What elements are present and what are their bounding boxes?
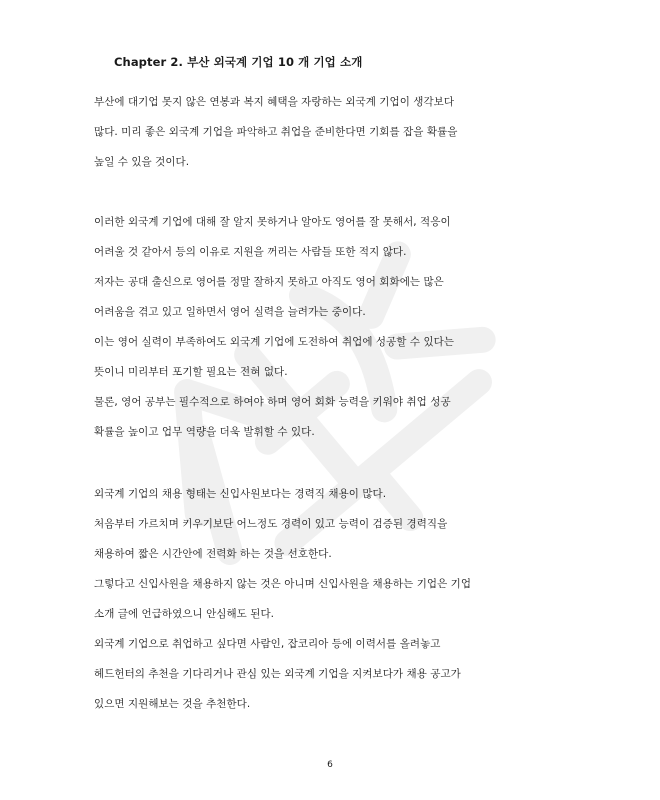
paragraph-line: 소개 글에 언급하였으니 안심해도 된다. [94, 608, 275, 620]
paragraph-line: 저자는 공대 출신으로 영어를 정말 잘하지 못하고 아직도 영어 회화에는 많은 [94, 276, 444, 288]
chapter-title: Chapter 2. 부산 외국계 기업 10 개 기업 소개 [114, 55, 363, 69]
paragraph-line: 뜻이니 미리부터 포기할 필요는 전혀 없다. [94, 366, 288, 378]
paragraph-line: 이러한 외국계 기업에 대해 잘 알지 못하거나 알아도 영어를 잘 못해서, 적응이 [94, 216, 451, 228]
paragraph-line: 처음부터 가르치며 키우기보단 어느정도 경력이 있고 능력이 검증된 경력직을 [94, 518, 448, 530]
paragraph-line: 어려움을 겪고 있고 일하면서 영어 실력을 늘려가는 중이다. [94, 306, 366, 318]
page-number: 6 [327, 760, 333, 770]
paragraph-line: 이는 영어 실력이 부족하여도 외국계 기업에 도전하여 취업에 성공할 수 있다는 [94, 336, 455, 348]
paragraph-line: 채용하여 짧은 시간안에 전력화 하는 것을 선호한다. [94, 548, 332, 560]
paragraph-line: 외국계 기업의 채용 형태는 신입사원보다는 경력직 채용이 많다. [94, 488, 387, 500]
paragraph-line: 물론, 영어 공부는 필수적으로 하여야 하며 영어 회화 능력을 키워야 취업 성공 [94, 396, 451, 408]
paragraph-line: 그렇다고 신입사원을 채용하지 않는 것은 아니며 신입사원을 채용하는 기업은 기업 [94, 578, 472, 590]
paragraph-line: 어려울 것 같아서 등의 이유로 지원을 꺼리는 사람들 또한 적지 않다. [94, 246, 407, 258]
paragraph-line: 높일 수 있을 것이다. [94, 156, 190, 168]
paragraph-line: 확률을 높이고 업무 역량을 더욱 발휘할 수 있다. [94, 426, 315, 438]
paragraph-line: 외국계 기업으로 취업하고 싶다면 사람인, 잡코리아 등에 이력서를 올려놓고 [94, 638, 441, 650]
paragraph-line: 헤드헌터의 추천을 기다리거나 관심 있는 외국계 기업을 지켜보다가 채용 공고가 [94, 668, 461, 680]
paragraph-line: 있으면 지원해보는 것을 추천한다. [94, 698, 251, 710]
paragraph-line: 부산에 대기업 못지 않은 연봉과 복지 혜택을 자랑하는 외국계 기업이 생각보다 [94, 96, 455, 108]
paragraph-line: 많다. 미리 좋은 외국계 기업을 파악하고 취업을 준비한다면 기회를 잡을 확률을 [94, 126, 458, 138]
